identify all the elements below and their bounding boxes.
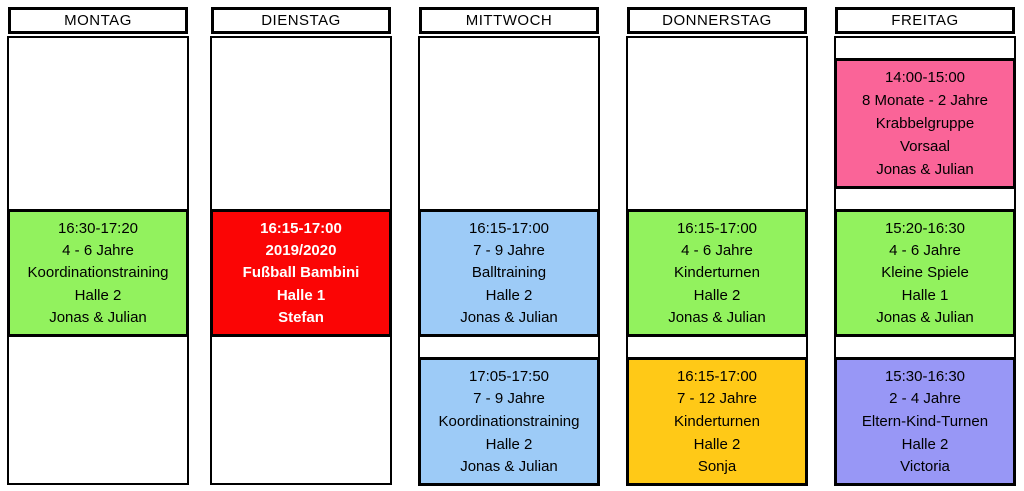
block-activity: Krabbelgruppe [875,115,975,132]
block-time: 16:15-17:00 [260,219,342,237]
block-age: 2 - 4 Jahre [889,390,961,408]
block-activity: Fußball Bambini [242,264,360,282]
block-location: Halle 2 [901,435,949,453]
block-time: 16:15-17:00 [468,219,550,237]
block-location: Halle 2 [74,286,122,304]
block-location: Halle 2 [693,286,741,304]
block-age: 4 - 6 Jahre [681,242,753,260]
block-trainer: Jonas & Julian [876,161,974,178]
day-column-freitag [834,0,1016,491]
schedule-block [626,209,808,337]
day-header-label: DIENSTAG [261,12,341,29]
day-body [834,36,1016,485]
block-activity: Koordinationstraining [438,412,580,430]
schedule-block [210,209,392,337]
day-header [627,7,807,34]
schedule-block [418,209,600,337]
day-header [211,7,391,34]
day-column-dienstag [210,0,392,491]
schedule-block [418,357,600,486]
block-trainer: Sonja [697,458,737,476]
block-trainer: Jonas & Julian [460,309,558,327]
block-activity: Kleine Spiele [881,264,969,282]
block-time: 15:20-16:30 [884,219,966,237]
day-header-label: MITTWOCH [465,12,553,29]
block-location: Halle 2 [485,435,533,453]
block-activity: Balltraining [471,264,547,282]
block-trainer: Jonas & Julian [668,309,766,327]
block-location: Halle 1 [276,286,326,304]
block-trainer: Jonas & Julian [876,309,974,327]
schedule-block [834,58,1016,189]
schedule-block [834,209,1016,337]
block-trainer: Victoria [900,458,950,476]
block-location: Vorsaal [899,138,951,155]
block-location: Halle 1 [901,286,949,304]
schedule-block [7,209,189,337]
schedule-block [834,357,1016,486]
block-age: 8 Monate - 2 Jahre [862,92,988,109]
schedule-block [626,357,808,486]
block-time: 14:00-15:00 [884,69,966,86]
day-body [626,36,808,485]
day-column-mittwoch [418,0,600,491]
block-time: 16:30-17:20 [57,219,139,237]
day-column-donnerstag [626,0,808,491]
block-age: 7 - 9 Jahre [473,242,545,260]
block-location: Halle 2 [485,286,533,304]
day-body [7,36,189,485]
block-age: 2019/2020 [265,242,337,260]
block-trainer: Jonas & Julian [49,309,147,327]
day-body [418,36,600,485]
day-header [419,7,599,34]
block-age: 4 - 6 Jahre [62,242,134,260]
block-age: 7 - 12 Jahre [676,390,758,408]
block-trainer: Stefan [278,309,324,327]
block-trainer: Jonas & Julian [460,458,558,476]
block-location: Halle 2 [693,435,741,453]
day-header-label: DONNERSTAG [662,12,772,29]
day-header-label: MONTAG [64,12,132,29]
day-header-label: FREITAG [891,12,959,29]
block-time: 16:15-17:00 [676,219,758,237]
day-body [210,36,392,485]
block-age: 7 - 9 Jahre [473,390,545,408]
block-activity: Kinderturnen [674,264,760,282]
block-time: 17:05-17:50 [468,367,550,385]
block-age: 4 - 6 Jahre [889,242,961,260]
block-activity: Eltern-Kind-Turnen [861,412,989,430]
block-time: 15:30-16:30 [884,367,966,385]
block-activity: Kinderturnen [674,412,760,430]
day-header [835,7,1015,34]
block-time: 16:15-17:00 [676,367,758,385]
block-activity: Koordinationstraining [27,264,169,282]
day-column-montag [7,0,189,491]
day-header [8,7,188,34]
